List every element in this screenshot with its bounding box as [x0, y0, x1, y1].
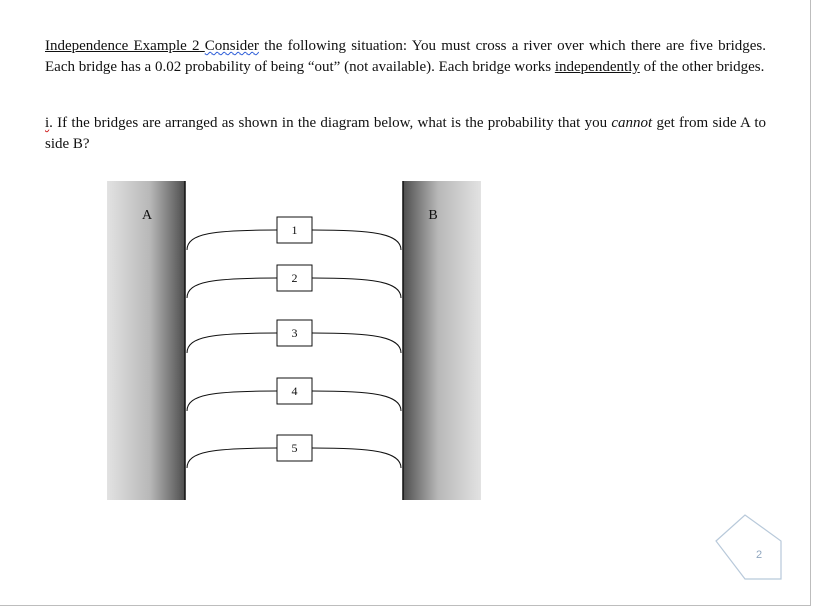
bridge-number: 2 — [291, 271, 298, 285]
bridge-arc-left — [187, 448, 277, 468]
river-bank-b — [403, 181, 481, 500]
bridge-number: 4 — [291, 384, 298, 398]
independently-word: independently — [554, 59, 640, 75]
river-bank-a — [107, 181, 185, 500]
page-number-badge — [716, 515, 781, 579]
bridge-arc-right — [312, 230, 401, 250]
bridge-arc-left — [187, 230, 277, 250]
page-number: 2 — [755, 549, 763, 561]
example-heading: Independence Example 2 — [45, 38, 200, 54]
bridge-1 — [187, 217, 401, 250]
consider-word: Consider — [204, 38, 259, 54]
bridge-number: 5 — [291, 441, 298, 455]
bridge-arc-right — [312, 391, 401, 411]
bridge-arc-left — [187, 333, 277, 353]
bridge-arc-right — [312, 278, 401, 298]
bridge-3 — [187, 320, 401, 353]
problem-body: the following situation: You must cross a river over which there are five bridges. Each bridge has a 0.02 probability of being “out” (not available). Each bridge works — [45, 38, 766, 75]
bridge-arc-right — [312, 333, 401, 353]
question-marker: i — [45, 115, 50, 131]
bridge-5 — [187, 435, 401, 468]
bridge-arc-right — [312, 448, 401, 468]
bridges-group — [187, 217, 401, 468]
bridge-number: 3 — [291, 326, 298, 340]
side-a-label: A — [141, 208, 153, 223]
cannot-word: cannot — [611, 115, 653, 131]
bridge-number: 1 — [291, 223, 298, 237]
side-b-label: B — [428, 208, 438, 223]
question-body: . If the bridges are arranged as shown in the diagram below, what is the probability that you — [49, 115, 612, 131]
bridge-2 — [187, 265, 401, 298]
bridge-arc-left — [187, 391, 277, 411]
problem-end: of the other bridges. — [639, 59, 765, 75]
bridge-arc-left — [187, 278, 277, 298]
bridge-4 — [187, 378, 401, 411]
question-end: get from side A to side B? — [45, 115, 766, 152]
